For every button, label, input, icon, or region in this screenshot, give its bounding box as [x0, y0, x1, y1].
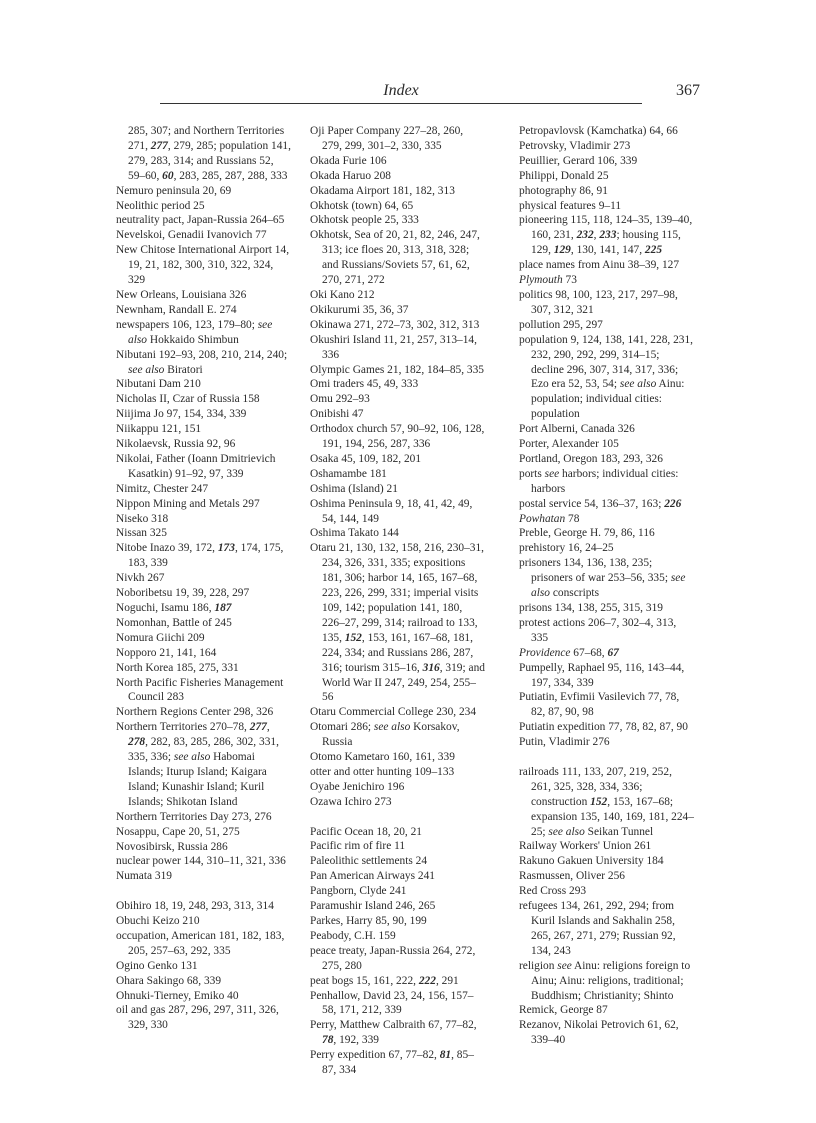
index-entry: Paramushir Island 246, 265 [310, 900, 436, 913]
index-entry: Numata 319 [116, 870, 172, 883]
index-entry: Ogino Genko 131 [116, 959, 198, 972]
index-entry: Okikurumi 35, 36, 37 [310, 303, 409, 316]
index-entry: Niikappu 121, 151 [116, 423, 202, 436]
index-entry: Petrovsky, Vladimir 273 [519, 139, 631, 152]
index-entry: Peabody, C.H. 159 [310, 929, 396, 942]
index-entry: Nissan 325 [116, 527, 167, 540]
index-entry: Ozawa Ichiro 273 [310, 795, 392, 808]
index-entry: Obihiro 18, 19, 248, 293, 313, 314 [116, 900, 274, 913]
index-entry: Otomo Kametaro 160, 161, 339 [310, 751, 455, 764]
index-entry: Olympic Games 21, 182, 184–85, 335 [310, 363, 485, 376]
index-entry: Okhotsk, Sea of 20, 21, 82, 246, 247, 313; ice floes 20, 313, 318, 328; and Russians/Soviets 57, 61, 62, 270, 271, 272 [310, 229, 480, 287]
index-entry: Orthodox church 57, 90–92, 106, 128, 191, 194, 256, 287, 336 [310, 423, 485, 451]
index-entry: Pan American Airways 241 [310, 870, 435, 883]
index-entry: Nicholas II, Czar of Russia 158 [116, 393, 260, 406]
index-entry: Otaru 21, 130, 132, 158, 216, 230–31, 234, 326, 331, 335; expositions 181, 306; harbor 14, 165, 167–68, 223, 226, 299, 331; imperial visits 109, 142; population 141, 180, 226–27, 299, 314; railroad to 133, 135, 152, 153, 161, 167–68, 181, 224, 334; and Russians 286, 287, 316; tourism 315–16, 316, 319; and World War II 247, 249, 254, 255–56 [310, 542, 485, 704]
index-entry: politics 98, 100, 123, 217, 297–98, 307, 312, 321 [519, 288, 678, 316]
index-entry: occupation, American 181, 182, 183, 205, 257–63, 292, 335 [116, 929, 285, 957]
index-entry: Nemuro peninsula 20, 69 [116, 184, 232, 197]
index-entry: nuclear power 144, 310–11, 321, 336 [116, 855, 286, 868]
index-entry: refugees 134, 261, 292, 294; from Kuril Islands and Sakhalin 258, 265, 267, 271, 279; Russian 92, 134, 243 [519, 900, 676, 957]
index-entry: Oji Paper Company 227–28, 260, 279, 299, 301–2, 330, 335 [310, 125, 464, 152]
index-entry: Okhotsk (town) 64, 65 [310, 199, 414, 212]
index-entry: prisoners 134, 136, 138, 235; prisoners of war 253–56, 335; see also conscripts [519, 557, 686, 600]
index-column-3 [519, 124, 694, 1048]
index-entry: Okadama Airport 181, 182, 313 [310, 184, 455, 197]
index-entry: Nikolaevsk, Russia 92, 96 [116, 438, 236, 451]
index-entry: Novosibirsk, Russia 286 [116, 840, 228, 853]
index-entry: oil and gas 287, 296, 297, 311, 326, 329, 330 [116, 1004, 279, 1032]
index-entry: Onibishi 47 [310, 408, 364, 421]
index-entry: Parkes, Harry 85, 90, 199 [310, 915, 427, 928]
index-entry: Noboribetsu 19, 39, 228, 297 [116, 587, 250, 600]
index-entry: Pumpelly, Raphael 95, 116, 143–44, 197, 334, 339 [519, 661, 685, 689]
index-entry: Plymouth 73 [519, 274, 577, 287]
index-entry: Noguchi, Isamu 186, 187 [116, 602, 232, 614]
index-entry: Okushiri Island 11, 21, 257, 313–14, 336 [310, 333, 477, 361]
index-entry: Porter, Alexander 105 [519, 438, 619, 451]
index-entry: photography 86, 91 [519, 184, 608, 197]
index-entry: pioneering 115, 118, 124–35, 139–40, 160, 231, 232, 233; housing 115, 129, 129, 130, 141, 147, 225 [519, 214, 693, 257]
index-entry: Newnham, Randall E. 274 [116, 303, 237, 316]
index-entry: Perry expedition 67, 77–82, 81, 85–87, 334 [310, 1049, 474, 1077]
index-entry: Okinawa 271, 272–73, 302, 312, 313 [310, 318, 480, 331]
index-entry: otter and otter hunting 109–133 [310, 765, 455, 778]
letter-gap [519, 750, 694, 765]
index-entry: Northern Regions Center 298, 326 [116, 706, 274, 719]
index-entry: Okada Haruo 208 [310, 169, 391, 182]
index-entry: Niijima Jo 97, 154, 334, 339 [116, 408, 247, 421]
index-entry: Providence 67–68, 67 [519, 646, 619, 659]
index-column-1 [116, 124, 291, 1033]
index-entry: Perry, Matthew Calbraith 67, 77–82, 78, 192, 339 [310, 1019, 477, 1047]
index-entry: Nimitz, Chester 247 [116, 482, 209, 495]
index-entry: Preble, George H. 79, 86, 116 [519, 527, 655, 540]
index-entry: pollution 295, 297 [519, 318, 603, 331]
index-entry: Oyabe Jenichiro 196 [310, 780, 405, 793]
index-entry: North Pacific Fisheries Management Council 283 [116, 676, 284, 704]
index-entry: Osaka 45, 109, 182, 201 [310, 452, 422, 465]
index-entry: North Korea 185, 275, 331 [116, 661, 239, 674]
index-entry: Nomura Giichi 209 [116, 631, 205, 644]
page-number: 367 [676, 82, 700, 99]
index-entry: prisons 134, 138, 255, 315, 319 [519, 602, 663, 614]
index-entry: Port Alberni, Canada 326 [519, 423, 635, 436]
index-entry: Putin, Vladimir 276 [519, 736, 610, 749]
index-entry: Powhatan 78 [519, 512, 580, 525]
index-entry: Putiatin expedition 77, 78, 82, 87, 90 [519, 721, 688, 734]
index-entry: ports see harbors; individual cities: harbors [519, 467, 679, 495]
index-entry: protest actions 206–7, 302–4, 313, 335 [519, 616, 677, 644]
index-entry: Omu 292–93 [310, 393, 370, 406]
index-entry: Remick, George 87 [519, 1004, 608, 1017]
index-entry: Okada Furie 106 [310, 154, 387, 167]
index-entry: Pacific rim of fire 11 [310, 840, 406, 853]
index-entry: Petropavlovsk (Kamchatka) 64, 66 [519, 125, 678, 137]
index-entry: newspapers 106, 123, 179–80; see also Hokkaido Shimbun [116, 318, 273, 346]
index-entry: Pacific Ocean 18, 20, 21 [310, 825, 422, 838]
index-entry: postal service 54, 136–37, 163; 226 [519, 497, 682, 510]
index-entry: Okhotsk people 25, 333 [310, 214, 419, 227]
running-head-title: Index [383, 82, 419, 99]
index-entry: Nosappu, Cape 20, 51, 275 [116, 825, 240, 838]
index-entry: Northern Territories 270–78, 277, 278, 282, 83, 285, 286, 302, 331, 335, 336; see also Habomai Islands; Iturup Island; Kaigara Island; Kunashir Island; Kuril Islands; Shikotan Island [116, 721, 279, 808]
index-entry: Rasmussen, Oliver 256 [519, 870, 625, 883]
index-entry: Nopporo 21, 141, 164 [116, 646, 217, 659]
index-entry: New Chitose International Airport 14, 19, 21, 182, 300, 310, 322, 324, 329 [116, 244, 290, 287]
index-entry: Rakuno Gakuen University 184 [519, 855, 664, 868]
index-entry: population 9, 124, 138, 141, 228, 231, 232, 290, 292, 299, 314–15; decline 296, 307, 314, 317, 336; Ezo era 52, 53, 54; see also Ainu: population; individual cities: population [519, 333, 694, 421]
index-entry: railroads 111, 133, 207, 219, 252, 261, 325, 328, 334, 336; construction 152, 153, 167–68; expansion 135, 140, 169, 181, 224–25; see also Seikan Tunnel [519, 765, 694, 838]
index-entry: prehistory 16, 24–25 [519, 542, 614, 555]
index-entry: Penhallow, David 23, 24, 156, 157–58, 171, 212, 339 [310, 989, 474, 1017]
index-entry: Oki Kano 212 [310, 288, 375, 301]
index-entry: Nibutani Dam 210 [116, 378, 201, 391]
index-entry: Red Cross 293 [519, 885, 587, 898]
index-entry: Nippon Mining and Metals 297 [116, 497, 260, 510]
index-entry: Nomonhan, Battle of 245 [116, 616, 232, 629]
index-entry: Pangborn, Clyde 241 [310, 885, 407, 898]
index-entry: Rezanov, Nikolai Petrovich 61, 62, 339–40 [519, 1019, 679, 1047]
index-entry: Neolithic period 25 [116, 199, 205, 212]
index-entry: Railway Workers' Union 261 [519, 840, 652, 853]
index-entry: Oshima Takato 144 [310, 527, 399, 540]
header-rule [160, 103, 642, 104]
index-entry: neutrality pact, Japan-Russia 264–65 [116, 214, 285, 227]
index-entry: peace treaty, Japan-Russia 264, 272, 275, 280 [310, 944, 476, 972]
index-entry: Nibutani 192–93, 208, 210, 214, 240; see also Biratori [116, 348, 288, 376]
index-entry: Portland, Oregon 183, 293, 326 [519, 452, 663, 465]
index-entry: New Orleans, Louisiana 326 [116, 288, 247, 301]
index-entry: Nitobe Inazo 39, 172, 173, 174, 175, 183, 339 [116, 542, 284, 570]
page-header [160, 80, 700, 104]
index-entry: Paleolithic settlements 24 [310, 855, 428, 868]
index-entry: Nevelskoi, Genadii Ivanovich 77 [116, 229, 267, 242]
index-entry: Niseko 318 [116, 512, 169, 525]
index-entry: Ohnuki-Tierney, Emiko 40 [116, 989, 239, 1002]
index-entry: Nivkh 267 [116, 572, 165, 585]
index-entry: place names from Ainu 38–39, 127 [519, 259, 680, 272]
index-entry: Otomari 286; see also Korsakov, Russia [310, 721, 460, 749]
index-entry: Oshamambe 181 [310, 467, 387, 480]
index-entry: Philippi, Donald 25 [519, 169, 609, 182]
index-entry: religion see Ainu: religions foreign to Ainu; Ainu: religions, traditional; Buddhism; Christianity; Shinto [519, 959, 691, 1002]
index-column-2 [310, 124, 485, 1078]
index-entry: Putiatin, Evfimii Vasilevich 77, 78, 82, 87, 90, 98 [519, 691, 680, 719]
index-entry: Peuillier, Gerard 106, 339 [519, 154, 638, 167]
index-entry: physical features 9–11 [519, 199, 622, 212]
index-entry: Obuchi Keizo 210 [116, 915, 200, 928]
index-entry: 285, 307; and Northern Territories 271, 277, 279, 285; population 141, 279, 283, 314; and Russians 52, 59–60, 60, 283, 285, 287, 288, 333 [128, 125, 291, 182]
index-entry: Omi traders 45, 49, 333 [310, 378, 419, 391]
index-entry: Northern Territories Day 273, 276 [116, 810, 272, 823]
index-entry: Oshima Peninsula 9, 18, 41, 42, 49, 54, 144, 149 [310, 497, 473, 525]
index-entry: peat bogs 15, 161, 222, 222, 291 [310, 974, 459, 987]
index-entry: Nikolai, Father (Ioann Dmitrievich Kasatkin) 91–92, 97, 339 [116, 452, 276, 480]
letter-gap [310, 810, 485, 825]
index-entry: Oshima (Island) 21 [310, 482, 398, 495]
index-entry: Ohara Sakingo 68, 339 [116, 974, 222, 987]
letter-gap [116, 884, 291, 899]
index-entry: Otaru Commercial College 230, 234 [310, 706, 477, 719]
